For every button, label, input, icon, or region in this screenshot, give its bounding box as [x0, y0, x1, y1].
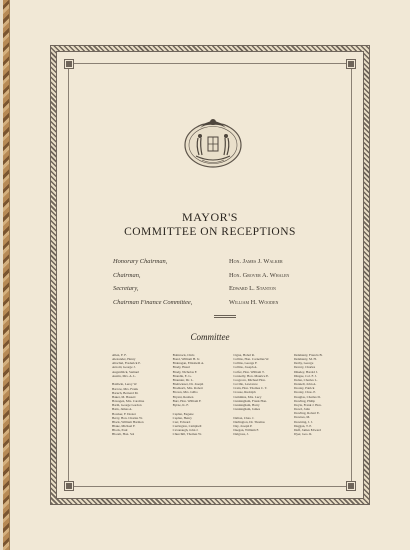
member-name: Blake, Michael F.	[112, 424, 136, 428]
member-name: Donnell, John A.	[293, 382, 317, 387]
member-name: Cigna, Hobel R.	[233, 353, 255, 357]
member-name: Carr, Edward	[172, 419, 191, 424]
officers-list	[113, 255, 333, 309]
members-column	[233, 353, 291, 436]
member-name: Collins, Joseph A.	[233, 365, 258, 370]
member-name: Delehanty, M. H.	[293, 357, 317, 362]
officer-name: Edward L. Stanton	[229, 285, 276, 293]
member-name: Cummins, Mrs. Lucy	[233, 394, 262, 399]
officer-role: Honorary Chairman,	[113, 258, 168, 266]
member-name: Dowd, John	[293, 407, 310, 412]
member-name: Dolan, Charles L.	[293, 377, 318, 382]
member-name: Dalton, Chas. J.	[233, 415, 255, 420]
member-name: Dowling, Philip	[293, 398, 316, 403]
member-name: Churchill, Thomas W.	[172, 432, 202, 437]
member-name: Doyle, Frank J. Hon.	[293, 402, 322, 407]
member-name: Brady, Hazel	[172, 365, 190, 370]
member-name: Cunningham, James	[233, 407, 261, 412]
members-list	[112, 353, 352, 436]
member-name: Devery, Charles	[293, 365, 316, 370]
officer-name: Hon. James J. Walker	[229, 258, 283, 266]
officer-role: Chairman,	[113, 271, 141, 279]
member-name: Augenblick, Samuel	[112, 369, 139, 374]
member-name: Delgross, J.	[233, 432, 249, 437]
members-column	[112, 353, 170, 436]
officer-row	[113, 269, 333, 283]
member-name: Bryant, Reuben	[172, 394, 194, 399]
member-name: Berry, Hon. Charles W.	[112, 415, 143, 420]
member-name: Bawagen, Mrs. Caroline	[112, 399, 145, 404]
member-name: Connolly, Hon. Maurice E.	[233, 373, 269, 378]
member-name: Duggan, T. P.	[293, 423, 312, 428]
officer-role: Secretary,	[113, 285, 139, 293]
member-name: Bloom, Hon. Sol	[112, 432, 135, 437]
officer-name: William H. Wooden	[229, 298, 279, 306]
corner-ornament	[347, 60, 355, 68]
member-name: Duff, James Edward	[293, 427, 321, 432]
member-name: Bohnrock, Chris	[172, 353, 195, 357]
member-name: Cosgrove, Michael Hon.	[233, 377, 266, 382]
braided-binding	[3, 0, 10, 550]
document-page	[10, 0, 410, 550]
member-name: Brown, Mrs. Gilbo	[172, 390, 198, 395]
member-name: Brainagan, Elizabeth A.	[172, 361, 205, 366]
member-name: Dooley, Patrick	[293, 386, 315, 391]
officer-role: Chairman Finance Committee,	[113, 298, 193, 306]
member-name: Day, Joseph P.	[233, 424, 253, 428]
member-name: Brodkorb, Mrs. Robert	[172, 386, 203, 391]
member-name: Crain, Hon. Thomas C. T.	[233, 386, 268, 391]
member-name: Crouse, Rudolph	[233, 390, 256, 395]
member-name: Bond, William H. Jr.	[172, 357, 200, 362]
section-divider	[214, 315, 236, 316]
member-name: Deegan, William F.	[233, 428, 259, 433]
member-name: Douglas, Charles D.	[293, 394, 321, 399]
member-name: Baruch, Bernard M.	[112, 390, 139, 395]
member-name: Collins, George F.	[233, 361, 258, 366]
member-name: Brandle, E. G.	[172, 373, 192, 378]
member-name: Downing, J. J.	[293, 419, 313, 424]
page-title: MAYOR'S	[182, 210, 238, 224]
member-name: Dooley, Chas. P.	[293, 390, 316, 395]
member-name: Caplan, Henry	[172, 415, 192, 420]
members-column	[294, 353, 352, 436]
member-name: Cavanaugh, John J.	[172, 428, 199, 433]
officer-row	[113, 282, 333, 296]
officer-name: Hon. Grover A. Whalen	[229, 271, 290, 279]
member-name: Dyer, Geo. R.	[293, 431, 313, 436]
member-name: Downes, M.	[293, 415, 311, 420]
decorative-border	[50, 45, 370, 505]
member-name: Colfer, Hon. William T.	[233, 369, 265, 374]
corner-ornament	[347, 482, 355, 490]
member-name: Byrne, K. F.	[172, 402, 189, 407]
member-name: Bowker, F. Doster	[112, 411, 136, 416]
member-name: Brady, Nicholas F.	[172, 369, 198, 374]
corner-ornament	[65, 482, 73, 490]
member-name: Batts, James A.	[112, 407, 133, 412]
member-name: Burr, Hon. William F.	[172, 398, 202, 403]
officer-row	[113, 296, 333, 310]
member-name: Allen, F. F.	[112, 353, 127, 357]
member-name: Cunningham, Frank Hon.	[233, 398, 268, 403]
member-name: Arnold, George J.	[112, 365, 136, 370]
member-name: Barrow, Mrs. Frank	[112, 386, 138, 391]
committee-heading: Committee	[190, 332, 230, 342]
member-name: Alexander, Henry	[112, 357, 136, 362]
member-name: Dingee, Col. F. J.	[293, 373, 317, 378]
member-name: Black, William Harmon	[112, 419, 144, 424]
member-name: Collins, Hon. Cornelius W.	[233, 357, 270, 362]
member-name: Carrington, Campbell	[172, 424, 202, 428]
member-name: Altschul, Frederick P.	[112, 361, 141, 366]
officer-row	[113, 255, 333, 269]
member-name: Cunningham, Harry	[233, 402, 260, 407]
members-column	[173, 353, 231, 436]
member-name: Coville, Lawrence	[233, 382, 258, 387]
member-name: Austin, Mrs. A. L.	[112, 373, 137, 378]
member-name: Darlington, Dr. Thomas	[233, 419, 265, 424]
member-name: Block, Paul	[112, 428, 128, 433]
member-name: Barth, George Gordon	[112, 403, 142, 408]
page-panel	[56, 51, 364, 499]
member-name: Dowling, Robert E.	[293, 411, 320, 416]
member-name: Caplan, Eugene	[172, 411, 194, 416]
city-seal-icon	[182, 112, 244, 172]
member-name: Dikeley, Harold J.	[293, 369, 318, 374]
member-name: Breitwieser, Dr. Joseph	[172, 382, 204, 387]
member-name: Delehanty, Francis B.	[293, 353, 323, 357]
member-name: Braunier, Dr. L.	[172, 377, 194, 382]
page-subtitle: COMMITTEE ON RECEPTIONS	[124, 226, 296, 238]
member-name: Derby, George	[293, 361, 314, 366]
member-name: Baker, M. Bassett	[112, 394, 136, 399]
member-name: Baldwin, Leroy W.	[112, 382, 138, 387]
corner-ornament	[65, 60, 73, 68]
